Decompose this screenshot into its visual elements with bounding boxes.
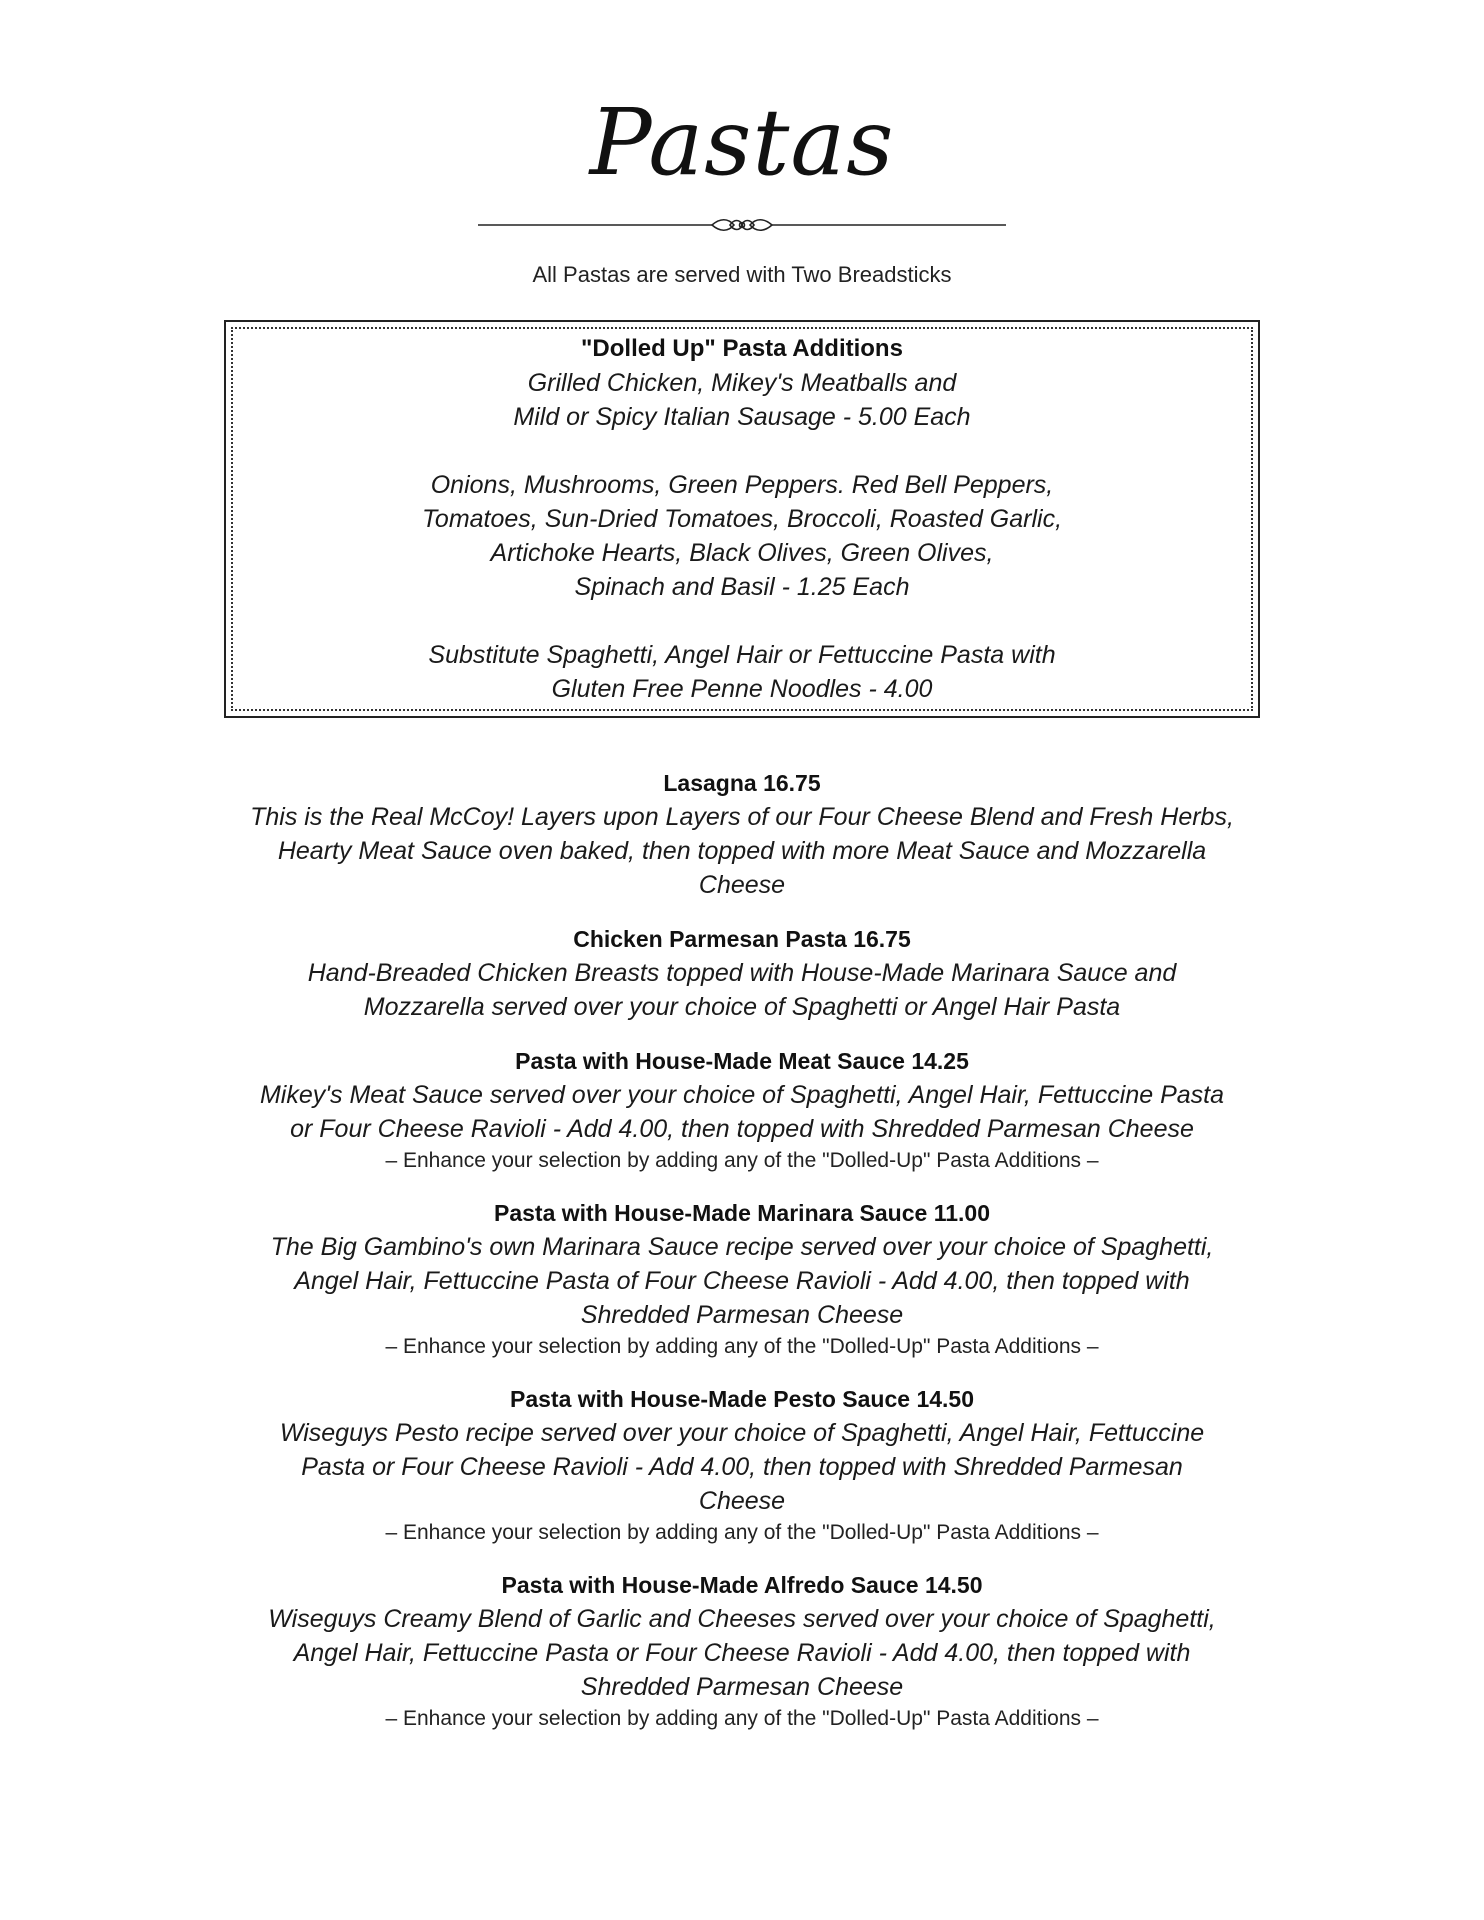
pasta-additions-content bbox=[226, 332, 1258, 706]
addition-line: Tomatoes, Sun-Dried Tomatoes, Broccoli, Roasted Garlic, bbox=[421, 505, 1063, 533]
item-description-line: Hearty Meat Sauce oven baked, then topped with more Meat Sauce and Mozzarella bbox=[277, 837, 1207, 865]
pasta-items-list bbox=[0, 766, 1484, 1754]
item-title: Pasta with House-Made Meat Sauce 14.25 bbox=[515, 1048, 969, 1074]
pasta-additions-box bbox=[224, 320, 1260, 718]
addition-line: Gluten Free Penne Noodles - 4.00 bbox=[551, 675, 933, 703]
item-description-line: Hand-Breaded Chicken Breasts topped with House-Made Marinara Sauce and bbox=[307, 959, 1177, 987]
item-description-line: Mozzarella served over your choice of Spaghetti or Angel Hair Pasta bbox=[363, 993, 1121, 1021]
item-description-line: Pasta or Four Cheese Ravioli - Add 4.00, then topped with Shredded Parmesan bbox=[301, 1453, 1183, 1481]
menu-item-lasagna bbox=[232, 766, 1252, 902]
item-description-line: Angel Hair, Fettuccine Pasta of Four Cheese Ravioli - Add 4.00, then topped with bbox=[294, 1267, 1190, 1295]
item-description-line: Wiseguys Pesto recipe served over your choice of Spaghetti, Angel Hair, Fettuccine bbox=[279, 1419, 1205, 1447]
item-description-line: The Big Gambino's own Marinara Sauce recipe served over your choice of Spaghetti, bbox=[270, 1233, 1214, 1261]
addition-line: Grilled Chicken, Mikey's Meatballs and bbox=[527, 369, 957, 397]
item-description-line: Mikey's Meat Sauce served over your choice of Spaghetti, Angel Hair, Fettuccine Pasta bbox=[259, 1081, 1225, 1109]
menu-item-marinara-sauce bbox=[232, 1196, 1252, 1362]
item-description-line: Cheese bbox=[698, 1487, 786, 1515]
addition-line: Spinach and Basil - 1.25 Each bbox=[574, 573, 910, 601]
item-description-line: Wiseguys Creamy Blend of Garlic and Cheeses served over your choice of Spaghetti, bbox=[268, 1605, 1216, 1633]
item-description-line: or Four Cheese Ravioli - Add 4.00, then topped with Shredded Parmesan Cheese bbox=[290, 1115, 1194, 1143]
menu-item-chicken-parmesan bbox=[232, 922, 1252, 1024]
menu-item-pesto-sauce bbox=[232, 1382, 1252, 1548]
menu-item-meat-sauce bbox=[232, 1044, 1252, 1176]
item-description-line: Shredded Parmesan Cheese bbox=[580, 1673, 904, 1701]
item-note: – Enhance your selection by adding any of the "Dolled-Up" Pasta Additions – bbox=[385, 1149, 1099, 1172]
item-note: – Enhance your selection by adding any of the "Dolled-Up" Pasta Additions – bbox=[385, 1335, 1099, 1358]
serving-note: All Pastas are served with Two Breadsticks bbox=[532, 262, 952, 287]
item-description-line: Angel Hair, Fettuccine Pasta or Four Cheese Ravioli - Add 4.00, then topped with bbox=[293, 1639, 1191, 1667]
page-title: Pastas bbox=[589, 89, 895, 196]
additions-heading: "Dolled Up" Pasta Additions bbox=[581, 335, 903, 362]
item-title: Pasta with House-Made Marinara Sauce 11.00 bbox=[494, 1200, 990, 1226]
ornamental-divider bbox=[478, 210, 1006, 240]
item-description-line: This is the Real McCoy! Layers upon Layers of our Four Cheese Blend and Fresh Herbs, bbox=[250, 803, 1234, 831]
item-note: – Enhance your selection by adding any of the "Dolled-Up" Pasta Additions – bbox=[385, 1707, 1099, 1730]
item-note: – Enhance your selection by adding any of the "Dolled-Up" Pasta Additions – bbox=[385, 1521, 1099, 1544]
menu-item-alfredo-sauce bbox=[232, 1568, 1252, 1734]
item-description-line: Cheese bbox=[698, 871, 786, 899]
addition-line: Mild or Spicy Italian Sausage - 5.00 Each bbox=[513, 403, 971, 431]
addition-line: Substitute Spaghetti, Angel Hair or Fettuccine Pasta with bbox=[428, 641, 1056, 669]
item-title: Pasta with House-Made Alfredo Sauce 14.50 bbox=[501, 1572, 983, 1598]
item-title: Lasagna 16.75 bbox=[663, 770, 821, 796]
item-description-line: Shredded Parmesan Cheese bbox=[580, 1301, 904, 1329]
addition-line: Artichoke Hearts, Black Olives, Green Olives, bbox=[490, 539, 994, 567]
item-title: Chicken Parmesan Pasta 16.75 bbox=[573, 926, 911, 952]
addition-line: Onions, Mushrooms, Green Peppers. Red Bell Peppers, bbox=[430, 471, 1054, 499]
item-title: Pasta with House-Made Pesto Sauce 14.50 bbox=[509, 1386, 974, 1412]
